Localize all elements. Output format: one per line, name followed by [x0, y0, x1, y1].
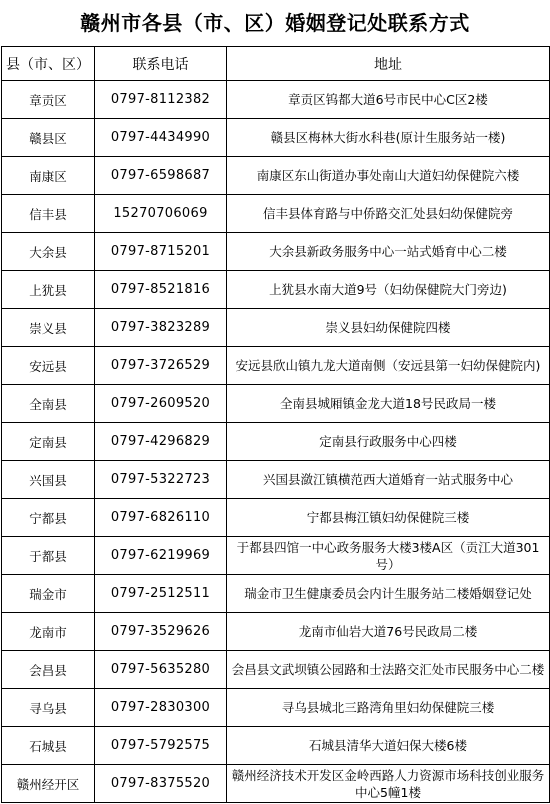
- table-row: [2, 157, 550, 195]
- county-cell: 赣县区: [2, 119, 95, 157]
- table-row: [2, 119, 550, 157]
- table-body: [2, 81, 550, 803]
- county-cell: 石城县: [2, 727, 95, 765]
- county-cell: 龙南市: [2, 613, 95, 651]
- county-cell: 于都县: [2, 537, 95, 575]
- phone-cell: 0797-5322723: [95, 461, 227, 499]
- phone-cell: 0797-4434990: [95, 119, 227, 157]
- table-row: [2, 347, 550, 385]
- table-header: [2, 47, 550, 81]
- phone-cell: 0797-5635280: [95, 651, 227, 689]
- table-row: [2, 765, 550, 803]
- county-cell: 大余县: [2, 233, 95, 271]
- phone-cell: 0797-3726529: [95, 347, 227, 385]
- county-cell: 章贡区: [2, 81, 95, 119]
- phone-cell: 0797-3823289: [95, 309, 227, 347]
- column-header-county: 县（市、区）: [2, 47, 95, 81]
- address-cell: 大余县新政务服务中心一站式婚育中心二楼: [227, 233, 550, 271]
- address-cell: 赣县区梅林大街水科巷(原计生服务站一楼): [227, 119, 550, 157]
- phone-cell: 0797-3529626: [95, 613, 227, 651]
- table-row: [2, 575, 550, 613]
- table-row: [2, 651, 550, 689]
- phone-cell: 0797-6219969: [95, 537, 227, 575]
- county-cell: 寻乌县: [2, 689, 95, 727]
- county-cell: 兴国县: [2, 461, 95, 499]
- phone-cell: 0797-4296829: [95, 423, 227, 461]
- address-cell: 宁都县梅江镇妇幼保健院三楼: [227, 499, 550, 537]
- county-cell: 信丰县: [2, 195, 95, 233]
- county-cell: 定南县: [2, 423, 95, 461]
- table-row: [2, 423, 550, 461]
- page-title: 赣州市各县（市、区）婚姻登记处联系方式: [80, 11, 470, 35]
- phone-cell: 0797-6826110: [95, 499, 227, 537]
- county-cell: 上犹县: [2, 271, 95, 309]
- address-cell: 兴国县潋江镇横范西大道婚育一站式服务中心: [227, 461, 550, 499]
- table-row: [2, 537, 550, 575]
- address-cell: 于都县四馆一中心政务服务大楼3楼A区（贡江大道301号）: [227, 537, 550, 575]
- address-cell: 石城县清华大道妇保大楼6楼: [227, 727, 550, 765]
- table-row: [2, 271, 550, 309]
- county-cell: 宁都县: [2, 499, 95, 537]
- county-cell: 安远县: [2, 347, 95, 385]
- address-cell: 崇义县妇幼保健院四楼: [227, 309, 550, 347]
- contact-table: [1, 46, 550, 803]
- county-cell: 崇义县: [2, 309, 95, 347]
- table-row: [2, 195, 550, 233]
- phone-cell: 0797-6598687: [95, 157, 227, 195]
- address-cell: 龙南市仙岩大道76号民政局二楼: [227, 613, 550, 651]
- address-cell: 南康区东山街道办事处南山大道妇幼保健院六楼: [227, 157, 550, 195]
- address-cell: 全南县城厢镇金龙大道18号民政局一楼: [227, 385, 550, 423]
- column-header-phone: 联系电话: [95, 47, 227, 81]
- address-cell: 会昌县文武坝镇公园路和士法路交汇处市民服务中心二楼: [227, 651, 550, 689]
- county-cell: 瑞金市: [2, 575, 95, 613]
- address-cell: 章贡区钨都大道6号市民中心C区2楼: [227, 81, 550, 119]
- county-cell: 赣州经开区: [2, 765, 95, 803]
- address-cell: 上犹县水南大道9号（妇幼保健院大门旁边): [227, 271, 550, 309]
- county-cell: 南康区: [2, 157, 95, 195]
- address-cell: 信丰县体育路与中侨路交汇处县妇幼保健院旁: [227, 195, 550, 233]
- table-row: [2, 499, 550, 537]
- table-row: [2, 309, 550, 347]
- county-cell: 全南县: [2, 385, 95, 423]
- address-cell: 定南县行政服务中心四楼: [227, 423, 550, 461]
- phone-cell: 15270706069: [95, 195, 227, 233]
- header-row: [2, 47, 550, 81]
- table-row: [2, 385, 550, 423]
- phone-cell: 0797-2830300: [95, 689, 227, 727]
- table-row: [2, 461, 550, 499]
- table-row: [2, 727, 550, 765]
- phone-cell: 0797-8715201: [95, 233, 227, 271]
- address-cell: 赣州经济技术开发区金岭西路人力资源市场科技创业服务中心5幢1楼: [227, 765, 550, 803]
- phone-cell: 0797-5792575: [95, 727, 227, 765]
- address-cell: 安远县欣山镇九龙大道南侧（安远县第一妇幼保健院内): [227, 347, 550, 385]
- column-header-address: 地址: [227, 47, 550, 81]
- phone-cell: 0797-2609520: [95, 385, 227, 423]
- address-cell: 寻乌县城北三路湾角里妇幼保健院三楼: [227, 689, 550, 727]
- phone-cell: 0797-8112382: [95, 81, 227, 119]
- table-row: [2, 689, 550, 727]
- table-row: [2, 81, 550, 119]
- table-row: [2, 233, 550, 271]
- address-cell: 瑞金市卫生健康委员会内计生服务站二楼婚姻登记处: [227, 575, 550, 613]
- phone-cell: 0797-8521816: [95, 271, 227, 309]
- county-cell: 会昌县: [2, 651, 95, 689]
- table-row: [2, 613, 550, 651]
- phone-cell: 0797-2512511: [95, 575, 227, 613]
- phone-cell: 0797-8375520: [95, 765, 227, 803]
